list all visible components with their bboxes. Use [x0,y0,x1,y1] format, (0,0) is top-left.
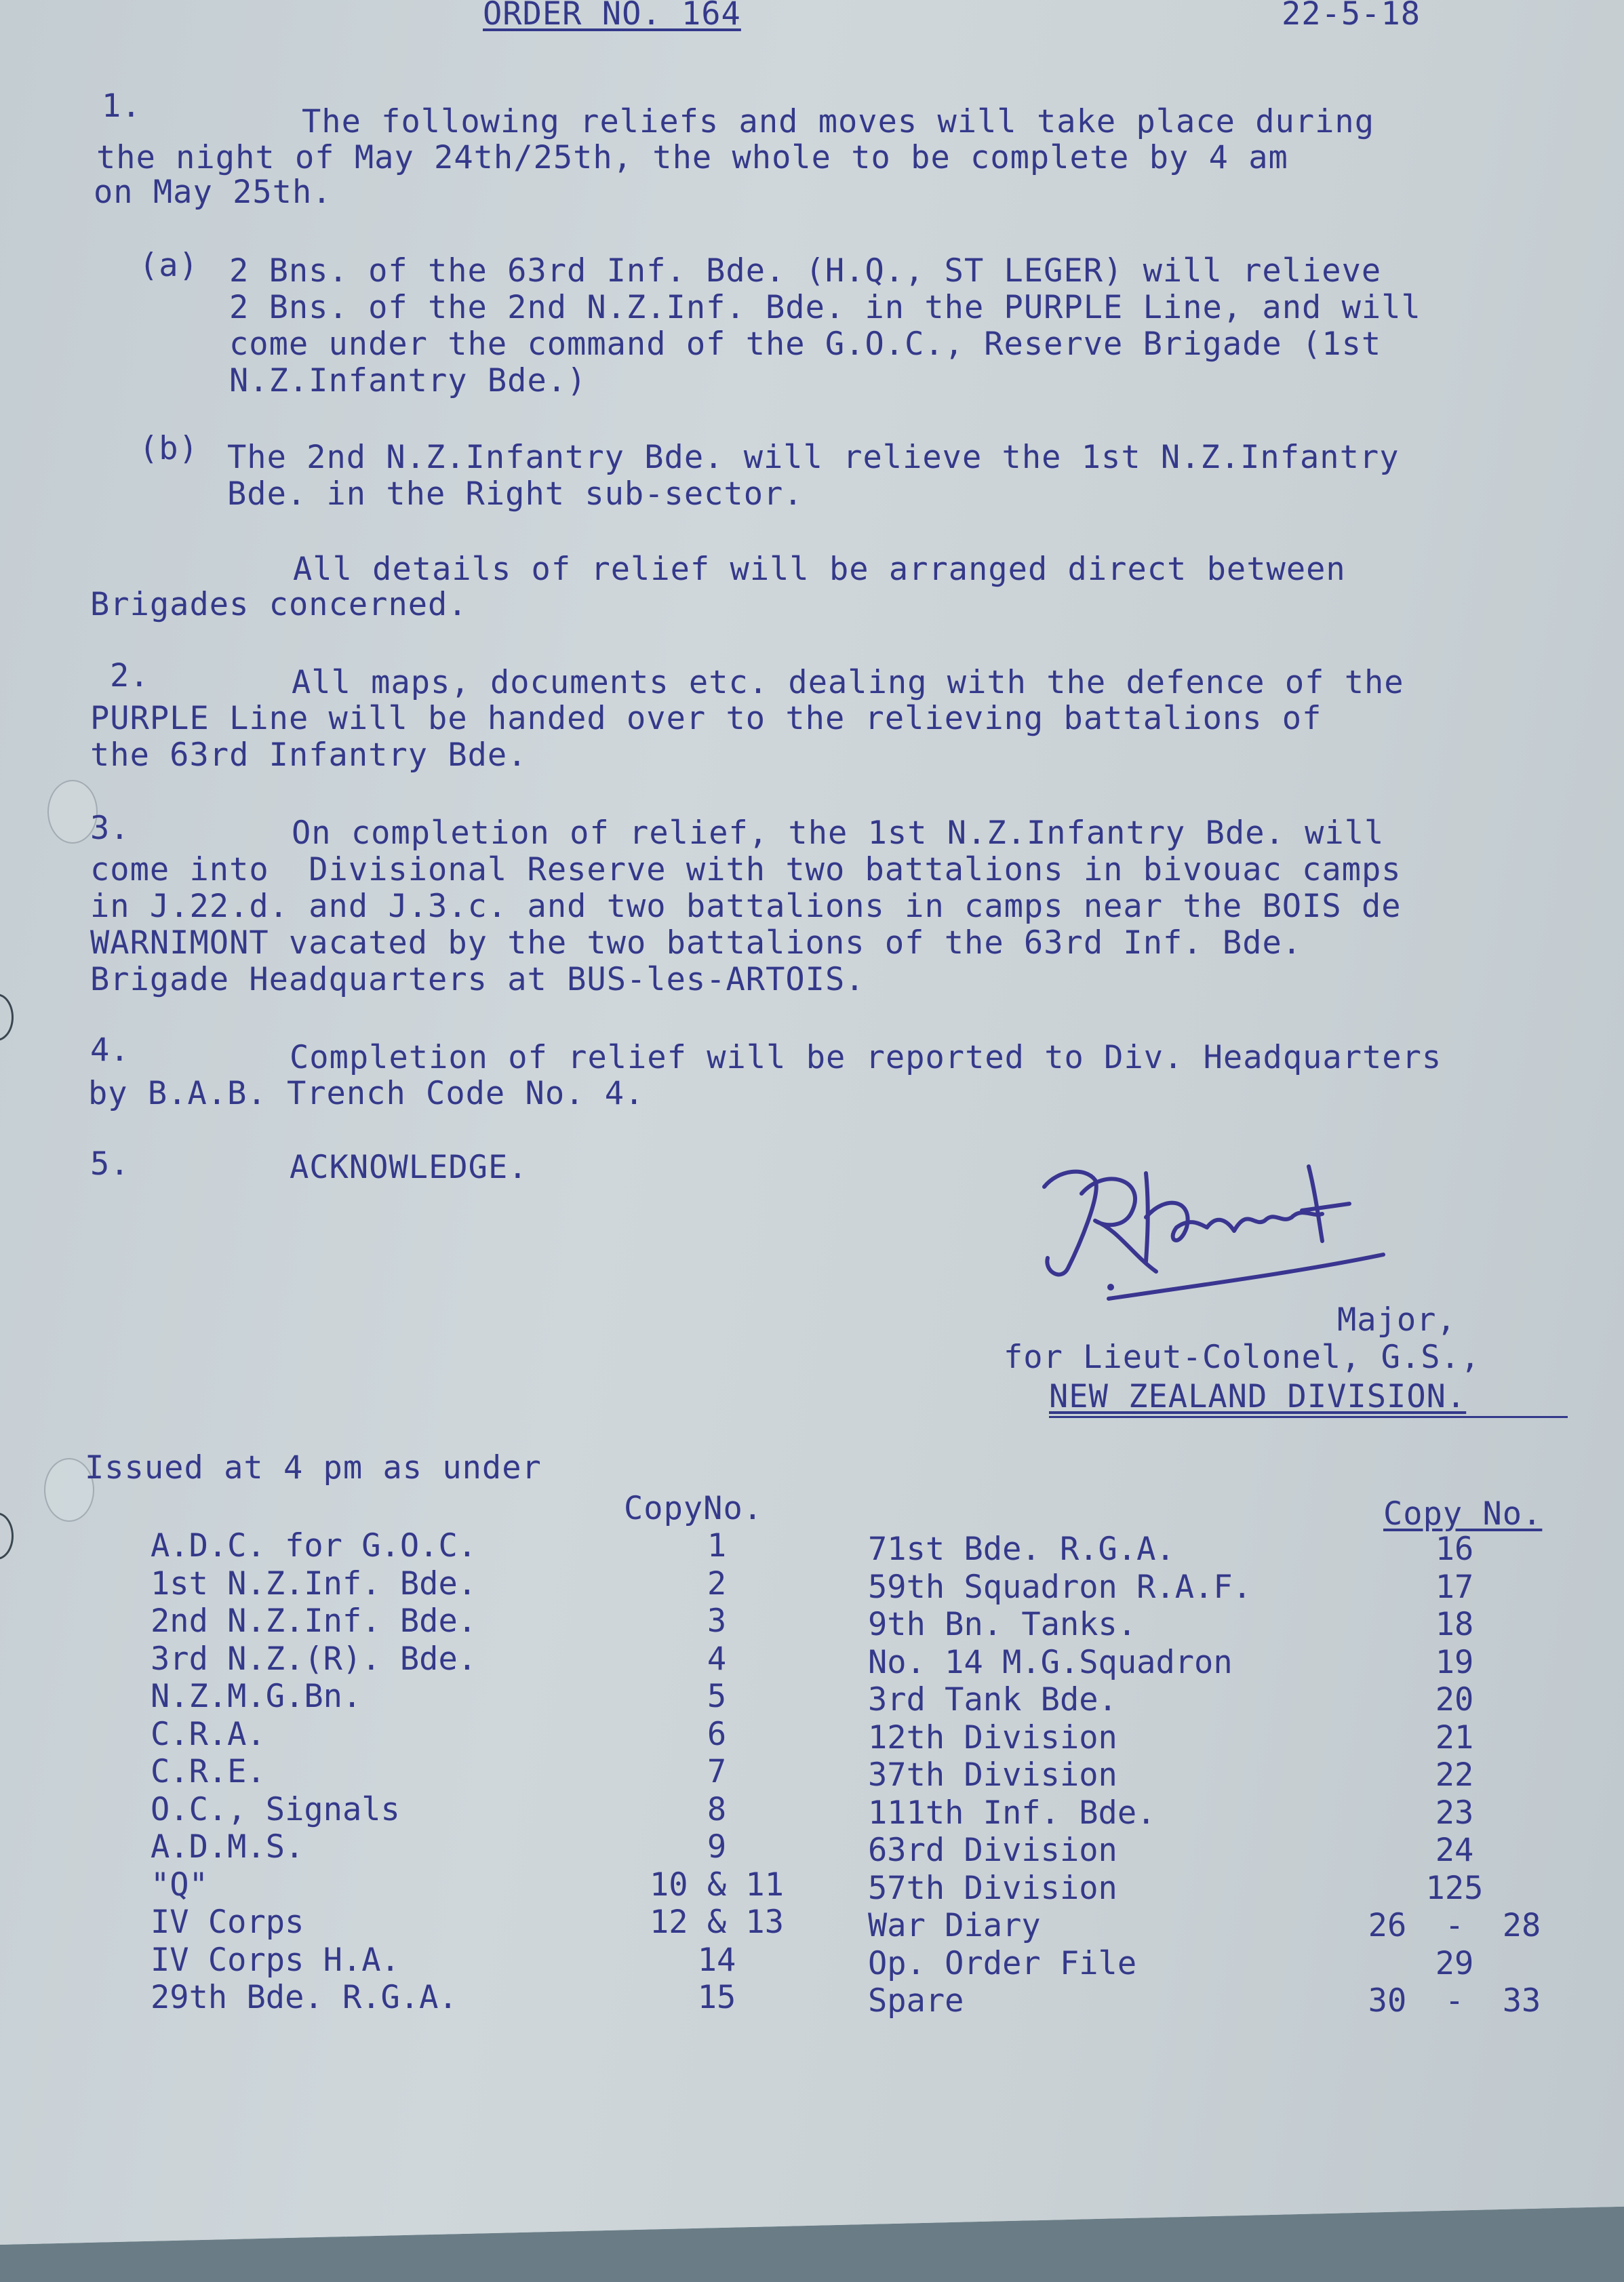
recipient-name: 1st N.Z.Inf. Bde. [151,1565,477,1602]
para-1-line: on May 25th. [94,174,332,211]
para-2-number: 2. [110,657,150,694]
signature-underline [1049,1416,1568,1418]
copy-number: 22 [1435,1756,1474,1794]
recipient-name: 12th Division [868,1718,1117,1756]
para-3-line: On completion of relief, the 1st N.Z.Infantry Bde. will [292,814,1385,852]
copy-number: 18 [1435,1606,1474,1643]
recipient-name: 3rd N.Z.(R). Bde. [151,1640,477,1678]
para-1-number: 1. [102,87,142,125]
recipient-name: 29th Bde. R.G.A. [151,1979,458,2016]
copy-number: 26 - 28 [1368,1907,1541,1944]
recipient-name: Op. Order File [868,1944,1137,1982]
distribution-row [868,1719,1566,1757]
para-b-line: The 2nd N.Z.Infantry Bde. will relieve the 1st N.Z.Infantry [227,439,1400,476]
para-a-line: N.Z.Infantry Bde.) [229,362,587,399]
signature-for: for Lieut-Colonel, G.S., [1004,1339,1481,1376]
recipient-name: 63rd Division [868,1832,1117,1869]
para-4-line: by B.A.B. Trench Code No. 4. [88,1075,645,1112]
distribution-row [151,1640,808,1678]
copy-number: 30 - 33 [1368,1982,1541,2020]
copy-number: 17 [1435,1568,1474,1606]
distribution-row [151,1716,808,1754]
copy-number: 24 [1435,1832,1474,1869]
copy-no-header-left: CopyNo. [624,1490,764,1527]
copy-number: 125 [1425,1869,1484,1907]
para-3-line: in J.22.d. and J.3.c. and two battalions in camps near the BOIS de [90,888,1402,925]
distribution-row [868,1794,1566,1832]
recipient-name: 57th Division [868,1869,1117,1907]
recipient-name: War Diary [868,1907,1041,1944]
para-3-number: 3. [90,810,130,847]
distribution-row [151,1866,808,1904]
recipient-name: C.R.E. [151,1753,266,1790]
para-b-line: Bde. in the Right sub-sector. [227,475,804,513]
order-date: 22-5-18 [1282,0,1421,33]
handwritten-signature [1031,1153,1451,1316]
recipient-name: A.D.M.S. [151,1828,304,1866]
details-line: All details of relief will be arranged direct between [293,551,1346,588]
distribution-row [868,1982,1566,2020]
order-number: ORDER NO. 164 [483,0,741,33]
signature-unit: NEW ZEALAND DIVISION. [1049,1378,1467,1415]
recipient-name: O.C., Signals [151,1790,400,1828]
recipient-name: 9th Bn. Tanks. [868,1606,1137,1643]
para-4-number: 4. [90,1031,130,1069]
issued-line: Issued at 4 pm as under [85,1449,542,1487]
recipient-name: IV Corps H.A. [151,1941,400,1979]
para-3-line: Brigade Headquarters at BUS-les-ARTOIS. [90,961,865,998]
para-a-line: 2 Bns. of the 2nd N.Z.Inf. Bde. in the PURPLE Line, and will [229,289,1421,326]
distribution-row [151,1678,808,1716]
para-3-line: WARNIMONT vacated by the two battalions of the 63rd Inf. Bde. [90,924,1303,962]
recipient-name: N.Z.M.G.Bn. [151,1678,362,1715]
para-2-line: the 63rd Infantry Bde. [90,736,528,774]
copy-number: 12 & 13 [649,1904,785,1941]
distribution-row [151,1791,808,1829]
copy-number: 3 [707,1602,727,1640]
distribution-list-left [151,1527,808,2017]
copy-number: 1 [707,1527,727,1565]
details-line: Brigades concerned. [90,586,468,623]
copy-number: 15 [697,1979,736,2016]
distribution-row [151,1753,808,1791]
distribution-row [151,1979,808,2017]
copy-number: 16 [1435,1531,1474,1568]
copy-number: 20 [1435,1681,1474,1718]
distribution-row [868,1681,1566,1719]
para-2-line: PURPLE Line will be handed over to the relieving battalions of [90,700,1322,737]
copy-number: 4 [707,1640,727,1678]
recipient-name: 2nd N.Z.Inf. Bde. [151,1602,477,1640]
para-1-line: the night of May 24th/25th, the whole to be complete by 4 am [96,139,1288,176]
para-2-line: All maps, documents etc. dealing with the defence of the [292,664,1404,701]
distribution-list-right [868,1531,1566,2020]
distribution-row [151,1904,808,1942]
para-4-line: Completion of relief will be reported to Div. Headquarters [290,1039,1442,1076]
recipient-name: C.R.A. [151,1715,266,1753]
recipient-name: 59th Squadron R.A.F. [868,1568,1252,1606]
copy-number: 5 [707,1678,727,1715]
para-b-label: (b) [139,430,199,467]
para-1-line: The following reliefs and moves will take place during [302,103,1375,140]
signature-rank: Major, [1337,1301,1457,1339]
distribution-row [151,1828,808,1866]
copy-number: 2 [707,1565,727,1602]
recipient-name: 111th Inf. Bde. [868,1794,1156,1832]
recipient-name: 37th Division [868,1756,1117,1794]
distribution-row [868,1907,1566,1945]
distribution-row [151,1565,808,1603]
copy-number: 6 [707,1715,727,1753]
copy-number: 9 [707,1828,727,1866]
copy-number: 8 [707,1790,727,1828]
distribution-row [151,1527,808,1565]
copy-number: 29 [1435,1944,1474,1982]
para-5-number: 5. [90,1145,130,1183]
recipient-name: 3rd Tank Bde. [868,1681,1117,1718]
para-a-label: (a) [139,247,199,284]
copy-number: 14 [697,1941,736,1979]
recipient-name: A.D.C. for G.O.C. [151,1527,477,1565]
distribution-row [868,1870,1566,1908]
copy-number: 23 [1435,1794,1474,1832]
distribution-row [868,1606,1566,1644]
distribution-row [868,1644,1566,1682]
distribution-row [868,1832,1566,1870]
distribution-row [868,1945,1566,1983]
para-a-line: come under the command of the G.O.C., Reserve Brigade (1st [229,326,1382,363]
copy-number: 21 [1435,1718,1474,1756]
recipient-name: IV Corps [151,1904,304,1941]
copy-number: 7 [707,1753,727,1790]
recipient-name: 71st Bde. R.G.A. [868,1531,1175,1568]
recipient-name: "Q" [151,1866,208,1904]
distribution-row [868,1531,1566,1569]
copy-number: 10 & 11 [649,1866,785,1904]
para-a-line: 2 Bns. of the 63rd Inf. Bde. (H.Q., ST LEGER) will relieve [229,252,1382,290]
copy-number: 19 [1435,1643,1474,1681]
distribution-row [151,1602,808,1640]
para-3-line: come into Divisional Reserve with two battalions in bivouac camps [90,851,1402,888]
distribution-row [868,1756,1566,1794]
acknowledge: ACKNOWLEDGE. [290,1149,528,1186]
copy-no-header-right: Copy No. [1383,1495,1543,1533]
distribution-row [868,1569,1566,1607]
distribution-row [151,1942,808,1980]
recipient-name: Spare [868,1982,964,2020]
recipient-name: No. 14 M.G.Squadron [868,1643,1233,1681]
